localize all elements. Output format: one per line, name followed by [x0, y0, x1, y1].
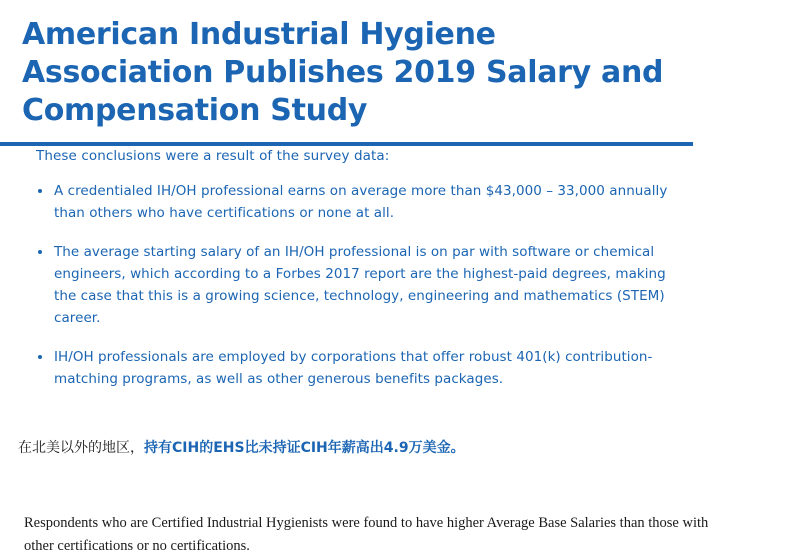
- page-title: American Industrial Hygiene Association Publishes 2019 Salary and Compensation Study: [22, 17, 664, 128]
- chinese-caption: [18, 437, 465, 459]
- footer-paragraph: Respondents who are Certified Industrial Hygienists were found to have higher Average Base Salaries than those with other certifications or no certifications.: [24, 515, 709, 554]
- survey-conclusions-block: [0, 140, 693, 400]
- list-item-text: A credentialed IH/OH professional earns on average more than $43,000 – 33,000 annually than others who have certifications or none at all.: [54, 183, 668, 221]
- list-item: [36, 180, 677, 224]
- bullet-dot-icon: [38, 355, 42, 359]
- bullet-dot-icon: [38, 250, 42, 254]
- list-item: [36, 241, 677, 329]
- bullet-dot-icon: [38, 189, 42, 193]
- chinese-caption-highlight: 持有CIH的EHS比未持证CIH年薪高出4.9万美金。: [144, 440, 465, 456]
- chinese-caption-plain: 在北美以外的地区，: [18, 440, 144, 456]
- headline-banner: [0, 0, 693, 146]
- conclusions-list: [36, 180, 677, 390]
- list-item-text: The average starting salary of an IH/OH professional is on par with software or chemical engineers, which according to a Forbes 2017 report are the highest-paid degrees, making the case that this is a growing science, technology, engineering and mathematics (STEM) career.: [54, 244, 666, 326]
- list-item: [36, 346, 677, 390]
- list-item-text: IH/OH professionals are employed by corporations that offer robust 401(k) contribution-matching programs, as well as other generous benefits packages.: [54, 349, 653, 387]
- intro-text: These conclusions were a result of the survey data:: [36, 148, 390, 164]
